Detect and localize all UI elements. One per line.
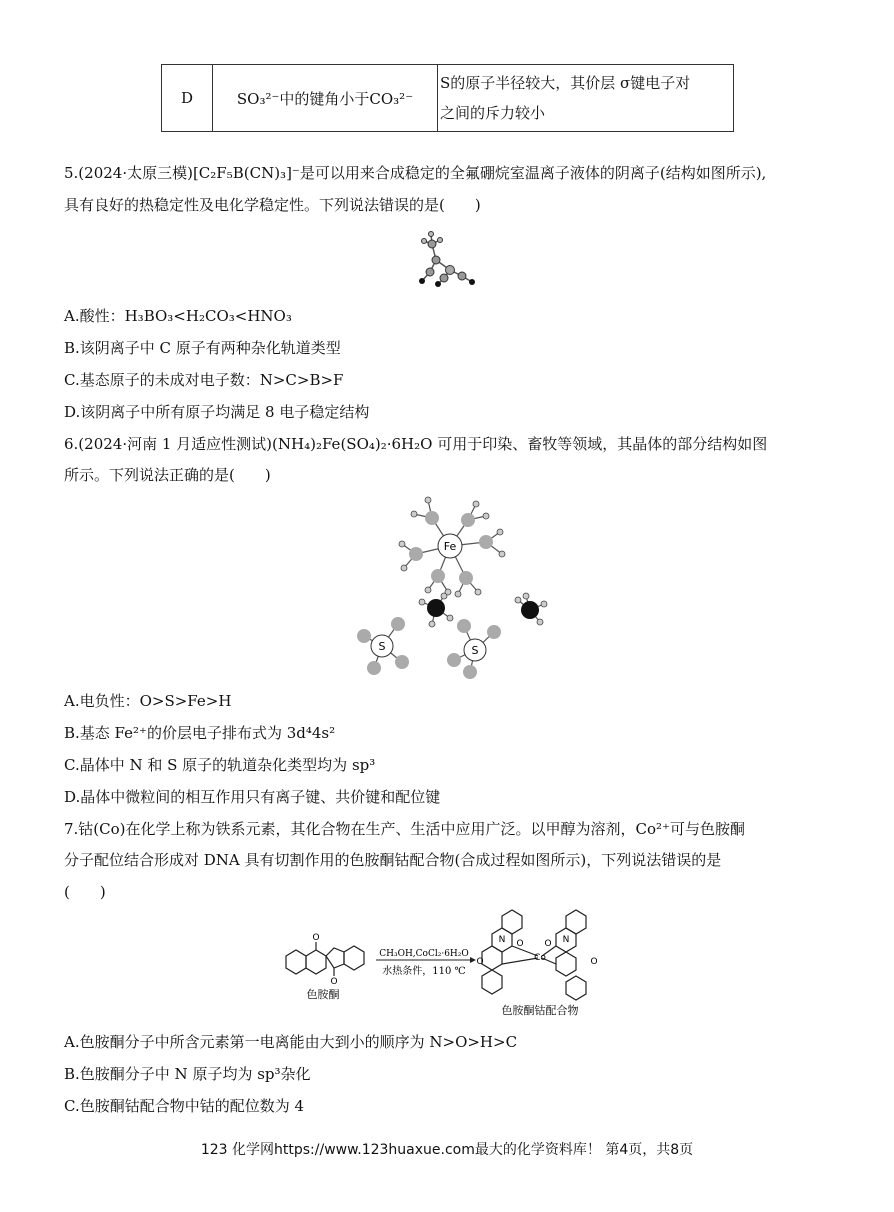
q6-option-c: C.晶体中 N 和 S 原子的轨道杂化类型均为 sp³ <box>64 756 376 774</box>
product-o-label-4: O <box>590 957 598 967</box>
reactant-name: 色胺酮 <box>306 988 340 1001</box>
product-name: 色胺酮钴配合物 <box>501 1004 579 1017</box>
reactant-o-label-1: O <box>312 933 320 943</box>
reactant-o-label-2: O <box>330 977 338 987</box>
crystal-structure-figure <box>340 492 560 688</box>
anion-structure-figure <box>410 226 480 292</box>
product-n-label-2: N <box>562 935 570 945</box>
q7-stem-line1: 7.钴(Co)在化学上称为铁系元素，其化合物在生产、生活中应用广泛。以甲醇为溶剂，Co²⁺可与色胺酮 <box>64 820 745 838</box>
condition-label: 水热条件，110 ℃ <box>382 966 466 977</box>
row-label: D <box>162 65 213 132</box>
synthesis-scheme-figure <box>276 906 626 1022</box>
q5-option-d: D.该阴离子中所有原子均满足 8 电子稳定结构 <box>64 403 370 421</box>
page-footer: 123 化学网https://www.123huaxue.com最大的化学资料库！ 第4页，共8页 <box>200 1142 694 1158</box>
row-reason <box>438 65 734 132</box>
q5-option-a: A.酸性：H₃BO₃<H₂CO₃<HNO₃ <box>64 307 292 325</box>
q6-option-a: A.电负性：O>S>Fe>H <box>64 692 232 710</box>
q6-stem-line1: 6.(2024·河南 1 月适应性测试)(NH₄)₂Fe(SO₄)₂·6H₂O 可用于印染、畜牧等领域，其晶体的部分结构如图 <box>64 435 768 453</box>
q6-stem-line2: 所示。下列说法正确的是( ) <box>64 466 271 484</box>
q6-option-b: B.基态 Fe²⁺的价层电子排布式为 3d⁴4s² <box>64 724 336 742</box>
q5-option-c: C.基态原子的未成对电子数：N>C>B>F <box>64 371 344 389</box>
q7-stem-line3: ( ) <box>64 883 106 901</box>
row-reason-line1: S的原子半径较大，其价层 σ键电子对 <box>440 74 691 92</box>
q7-stem-line2: 分子配位结合形成对 DNA 具有切割作用的色胺酮钴配合物(合成过程如图所示)，下列说法错误的是 <box>64 851 722 869</box>
q7-option-a: A.色胺酮分子中所含元素第一电离能由大到小的顺序为 N>O>H>C <box>64 1033 518 1051</box>
tryptanthrin-molecule <box>286 942 364 976</box>
q5-stem-line2: 具有良好的热稳定性及电化学稳定性。下列说法错误的是( ) <box>64 196 481 214</box>
q5-option-b: B.该阴离子中 C 原子有两种杂化轨道类型 <box>64 339 341 357</box>
q7-option-c: C.色胺酮钴配合物中钴的配位数为 4 <box>64 1097 305 1115</box>
q6-option-d: D.晶体中微粒间的相互作用只有离子键、共价键和配位键 <box>64 788 441 806</box>
product-o-label-2: O <box>476 957 484 967</box>
q7-option-b: B.色胺酮分子中 N 原子均为 sp³杂化 <box>64 1065 311 1083</box>
row-statement: SO₃²⁻中的键角小于CO₃²⁻ <box>213 65 438 132</box>
cobalt-label: Co <box>534 953 546 963</box>
s-atom-label-2: S <box>471 644 479 657</box>
fe-atom-label: Fe <box>443 540 457 553</box>
product-n-label-1: N <box>498 935 506 945</box>
row-reason-line2: 之间的斥力较小 <box>440 104 546 122</box>
s-atom-label-1: S <box>378 640 386 653</box>
option-table <box>161 64 734 132</box>
product-o-label-1: O <box>516 939 524 949</box>
q5-stem-line1: 5.(2024·太原三模)[C₂F₅B(CN)₃]⁻是可以用来合成稳定的全氟硼烷室温离子液体的阴离子(结构如图所示), <box>64 164 767 182</box>
reagent-label: CH₃OH,CoCl₂·6H₂O <box>379 949 469 959</box>
table-row <box>162 65 734 132</box>
product-o-label-3: O <box>544 939 552 949</box>
